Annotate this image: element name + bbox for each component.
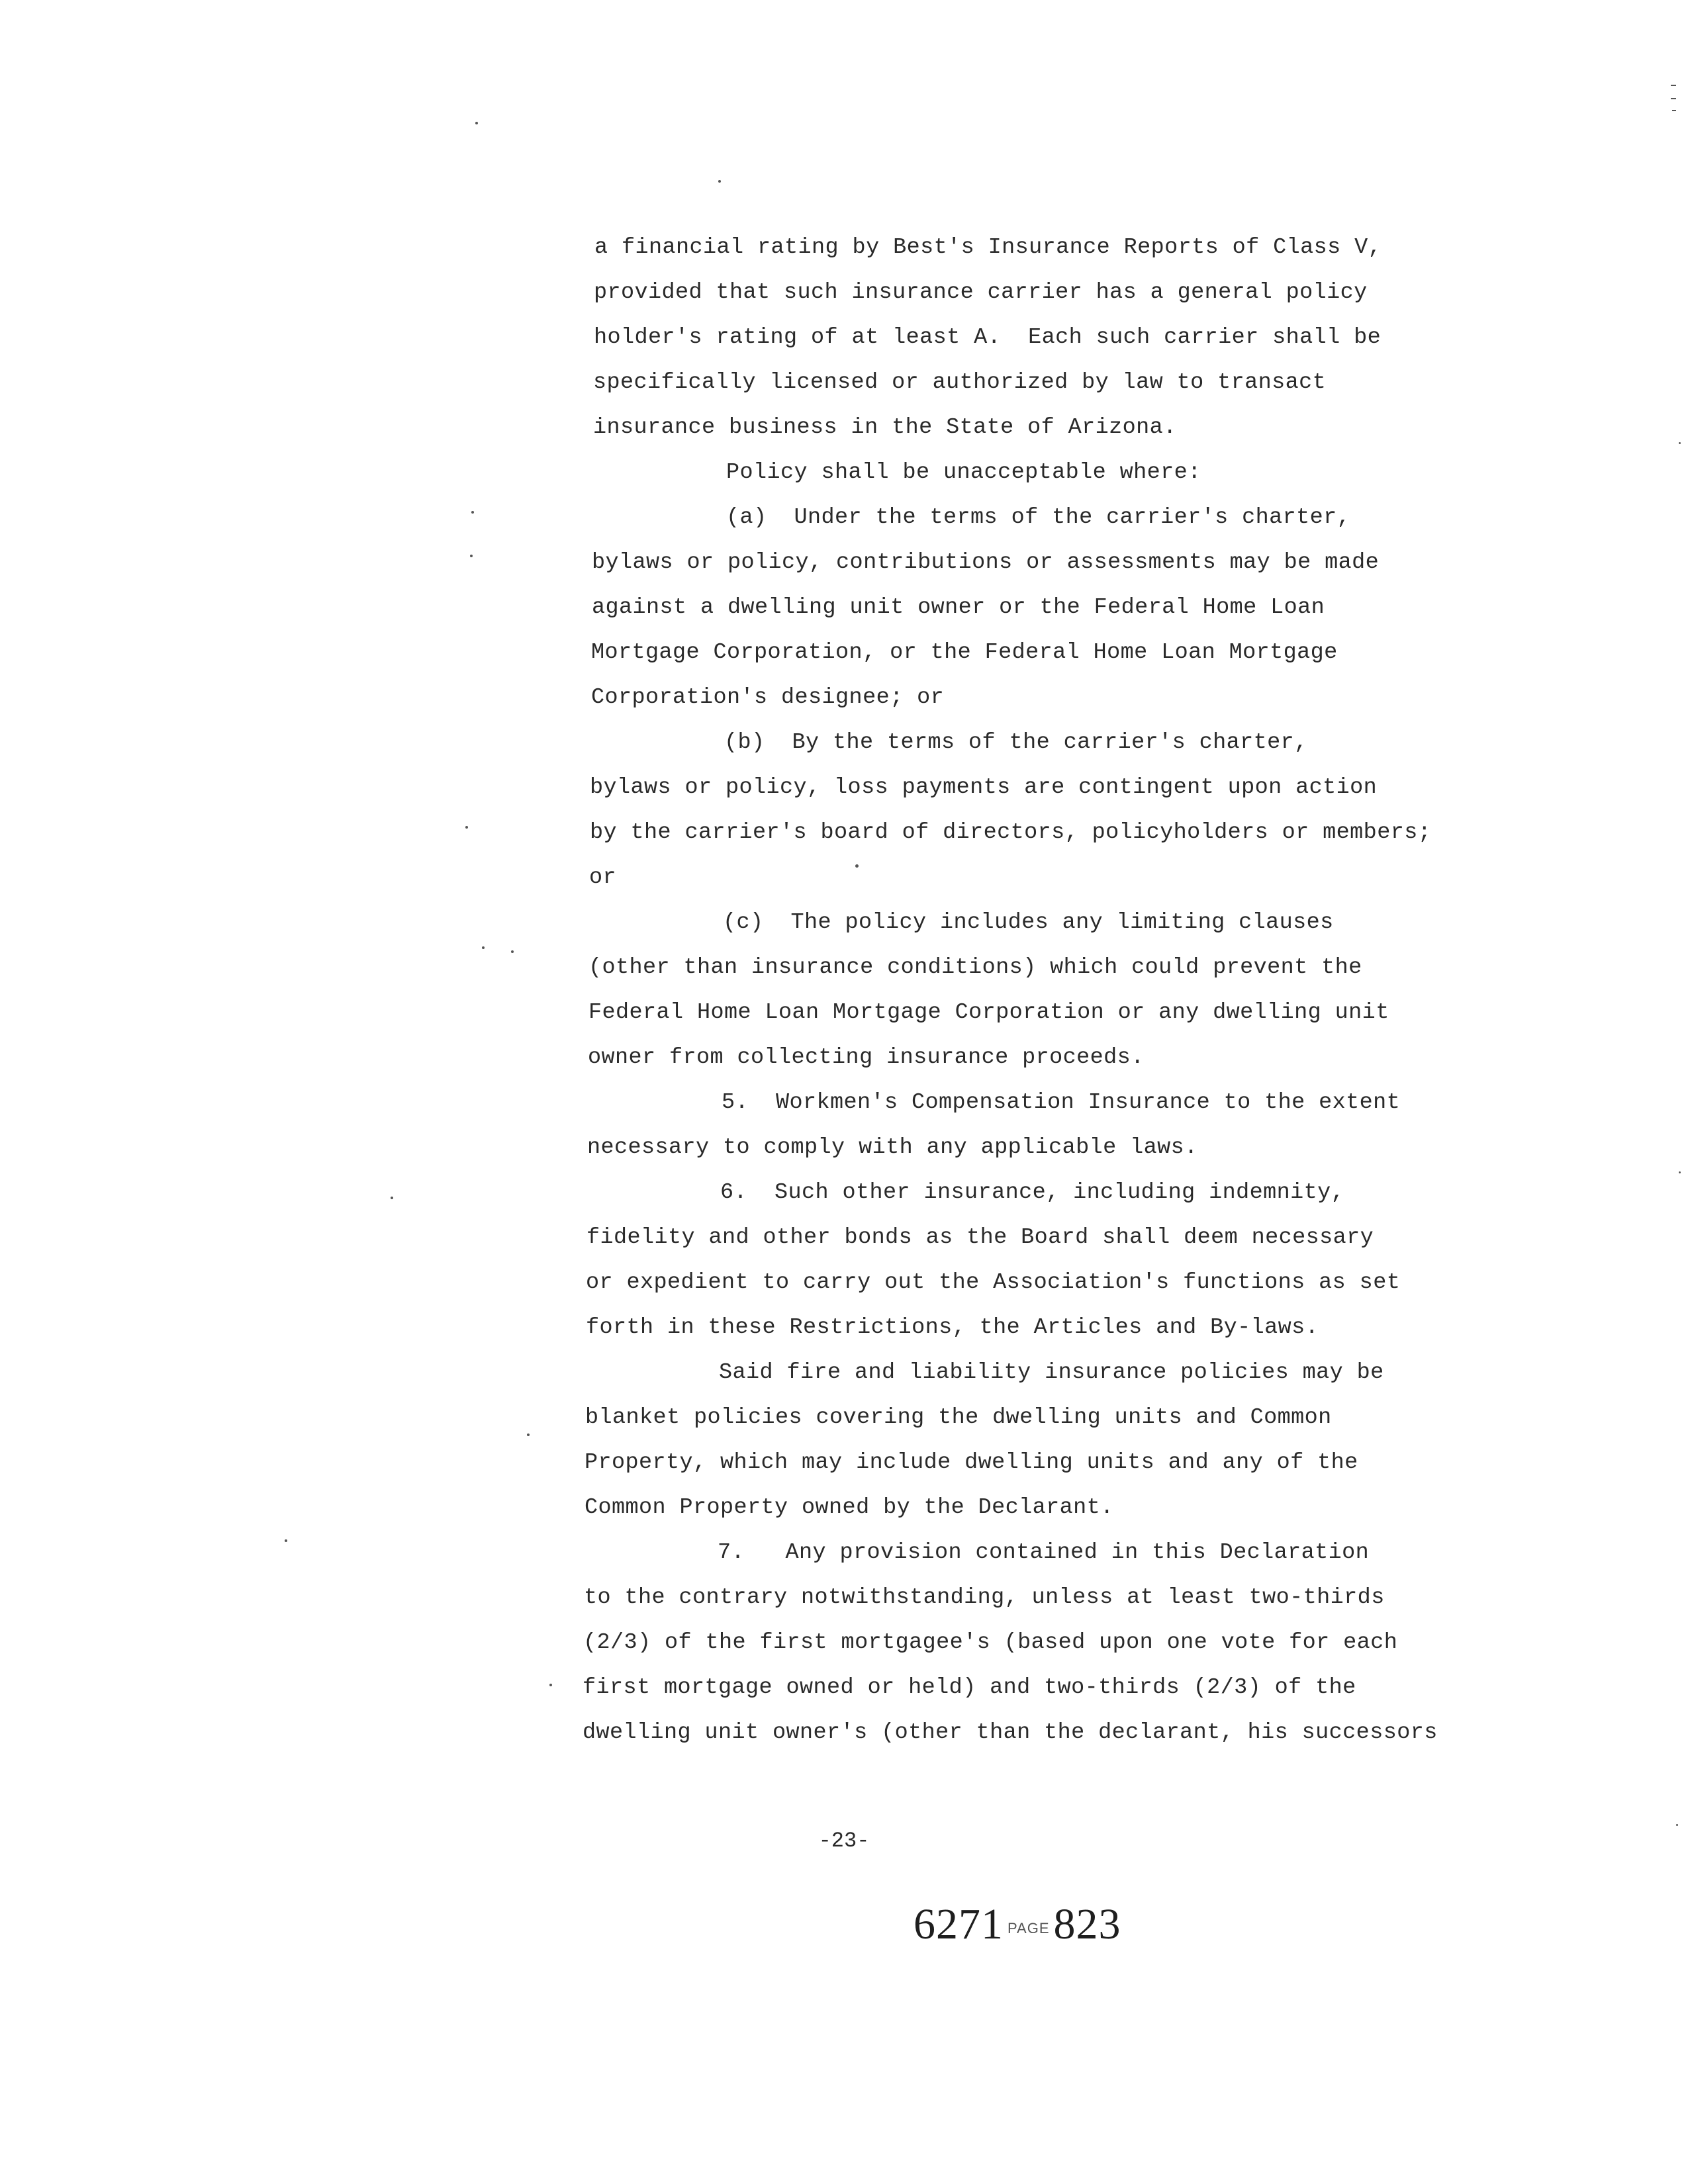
text-line: Said fire and liability insurance policies may be [719,1360,1384,1385]
text-line: 7. Any provision contained in this Declaration [718,1540,1370,1565]
book-number: 6271 [914,1900,1004,1948]
text-line: Policy shall be unacceptable where: [726,460,1201,485]
text-line: insurance business in the State of Arizona. [593,415,1177,440]
text-line: fidelity and other bonds as the Board shall deem necessary [586,1225,1374,1250]
text-line: against a dwelling unit owner or the Federal Home Loan [592,595,1325,620]
text-line: Property, which may include dwelling units and any of the [585,1450,1358,1475]
scan-speck [1671,98,1676,99]
text-line: or [589,865,617,890]
scan-speck [718,180,721,183]
scan-speck [527,1433,530,1436]
scan-speck [1671,85,1676,86]
book-page: 823 [1053,1900,1121,1948]
body-text [583,225,1455,1755]
text-line: 6. Such other insurance, including indemnity, [720,1180,1345,1205]
text-line: (c) The policy includes any limiting clauses [723,910,1334,935]
scan-speck [285,1539,287,1542]
text-line: bylaws or policy, contributions or assessments may be made [592,550,1380,575]
text-line: Mortgage Corporation, or the Federal Home Loan Mortgage [591,640,1338,665]
scan-speck [391,1197,393,1199]
text-line: (b) By the terms of the carrier's charter, [724,730,1308,755]
scan-speck [511,950,514,953]
text-line: first mortgage owned or held) and two-thirds (2/3) of the [583,1675,1356,1700]
scan-speck [855,864,859,868]
scan-speck [470,555,473,557]
text-line: provided that such insurance carrier has a general policy [594,280,1368,305]
scan-speck [465,826,468,829]
page-number: -23- [818,1829,870,1853]
text-line: Corporation's designee; or [591,685,945,710]
text-line: specifically licensed or authorized by law to transact [593,370,1327,395]
text-line: necessary to comply with any applicable laws. [587,1135,1198,1160]
scan-speck [475,122,478,124]
text-line: to the contrary notwithstanding, unless at least two-thirds [584,1585,1385,1610]
text-line: Federal Home Loan Mortgage Corporation or any dwelling unit [588,1000,1389,1025]
text-line: forth in these Restrictions, the Articles and By-laws. [586,1315,1319,1340]
scan-speck [482,946,485,949]
scan-speck [1676,1824,1678,1826]
scan-speck [1679,442,1681,444]
book-separator: PAGE [1008,1919,1050,1936]
text-line: dwelling unit owner's (other than the declarant, his successors [583,1720,1438,1745]
scan-speck [1672,110,1676,111]
book-page-reference [914,1898,1121,1955]
scan-speck [471,511,474,514]
text-line: Common Property owned by the Declarant. [585,1495,1114,1520]
text-line: 5. Workmen's Compensation Insurance to the extent [722,1090,1401,1115]
text-line: owner from collecting insurance proceeds. [588,1045,1145,1070]
text-line: bylaws or policy, loss payments are contingent upon action [590,775,1378,800]
text-line: by the carrier's board of directors, policyholders or members; [590,820,1432,845]
scan-speck [549,1684,552,1686]
text-line: holder's rating of at least A. Each such carrier shall be [594,325,1382,350]
text-line: or expedient to carry out the Association's functions as set [586,1270,1401,1295]
text-line: blanket policies covering the dwelling units and Common [585,1405,1332,1430]
text-line: a financial rating by Best's Insurance Reports of Class V, [594,235,1382,260]
scan-speck [1679,1171,1681,1173]
text-line: (2/3) of the first mortgagee's (based upon one vote for each [583,1630,1398,1655]
text-line: (other than insurance conditions) which could prevent the [588,955,1362,980]
text-line: (a) Under the terms of the carrier's charter, [726,505,1351,530]
